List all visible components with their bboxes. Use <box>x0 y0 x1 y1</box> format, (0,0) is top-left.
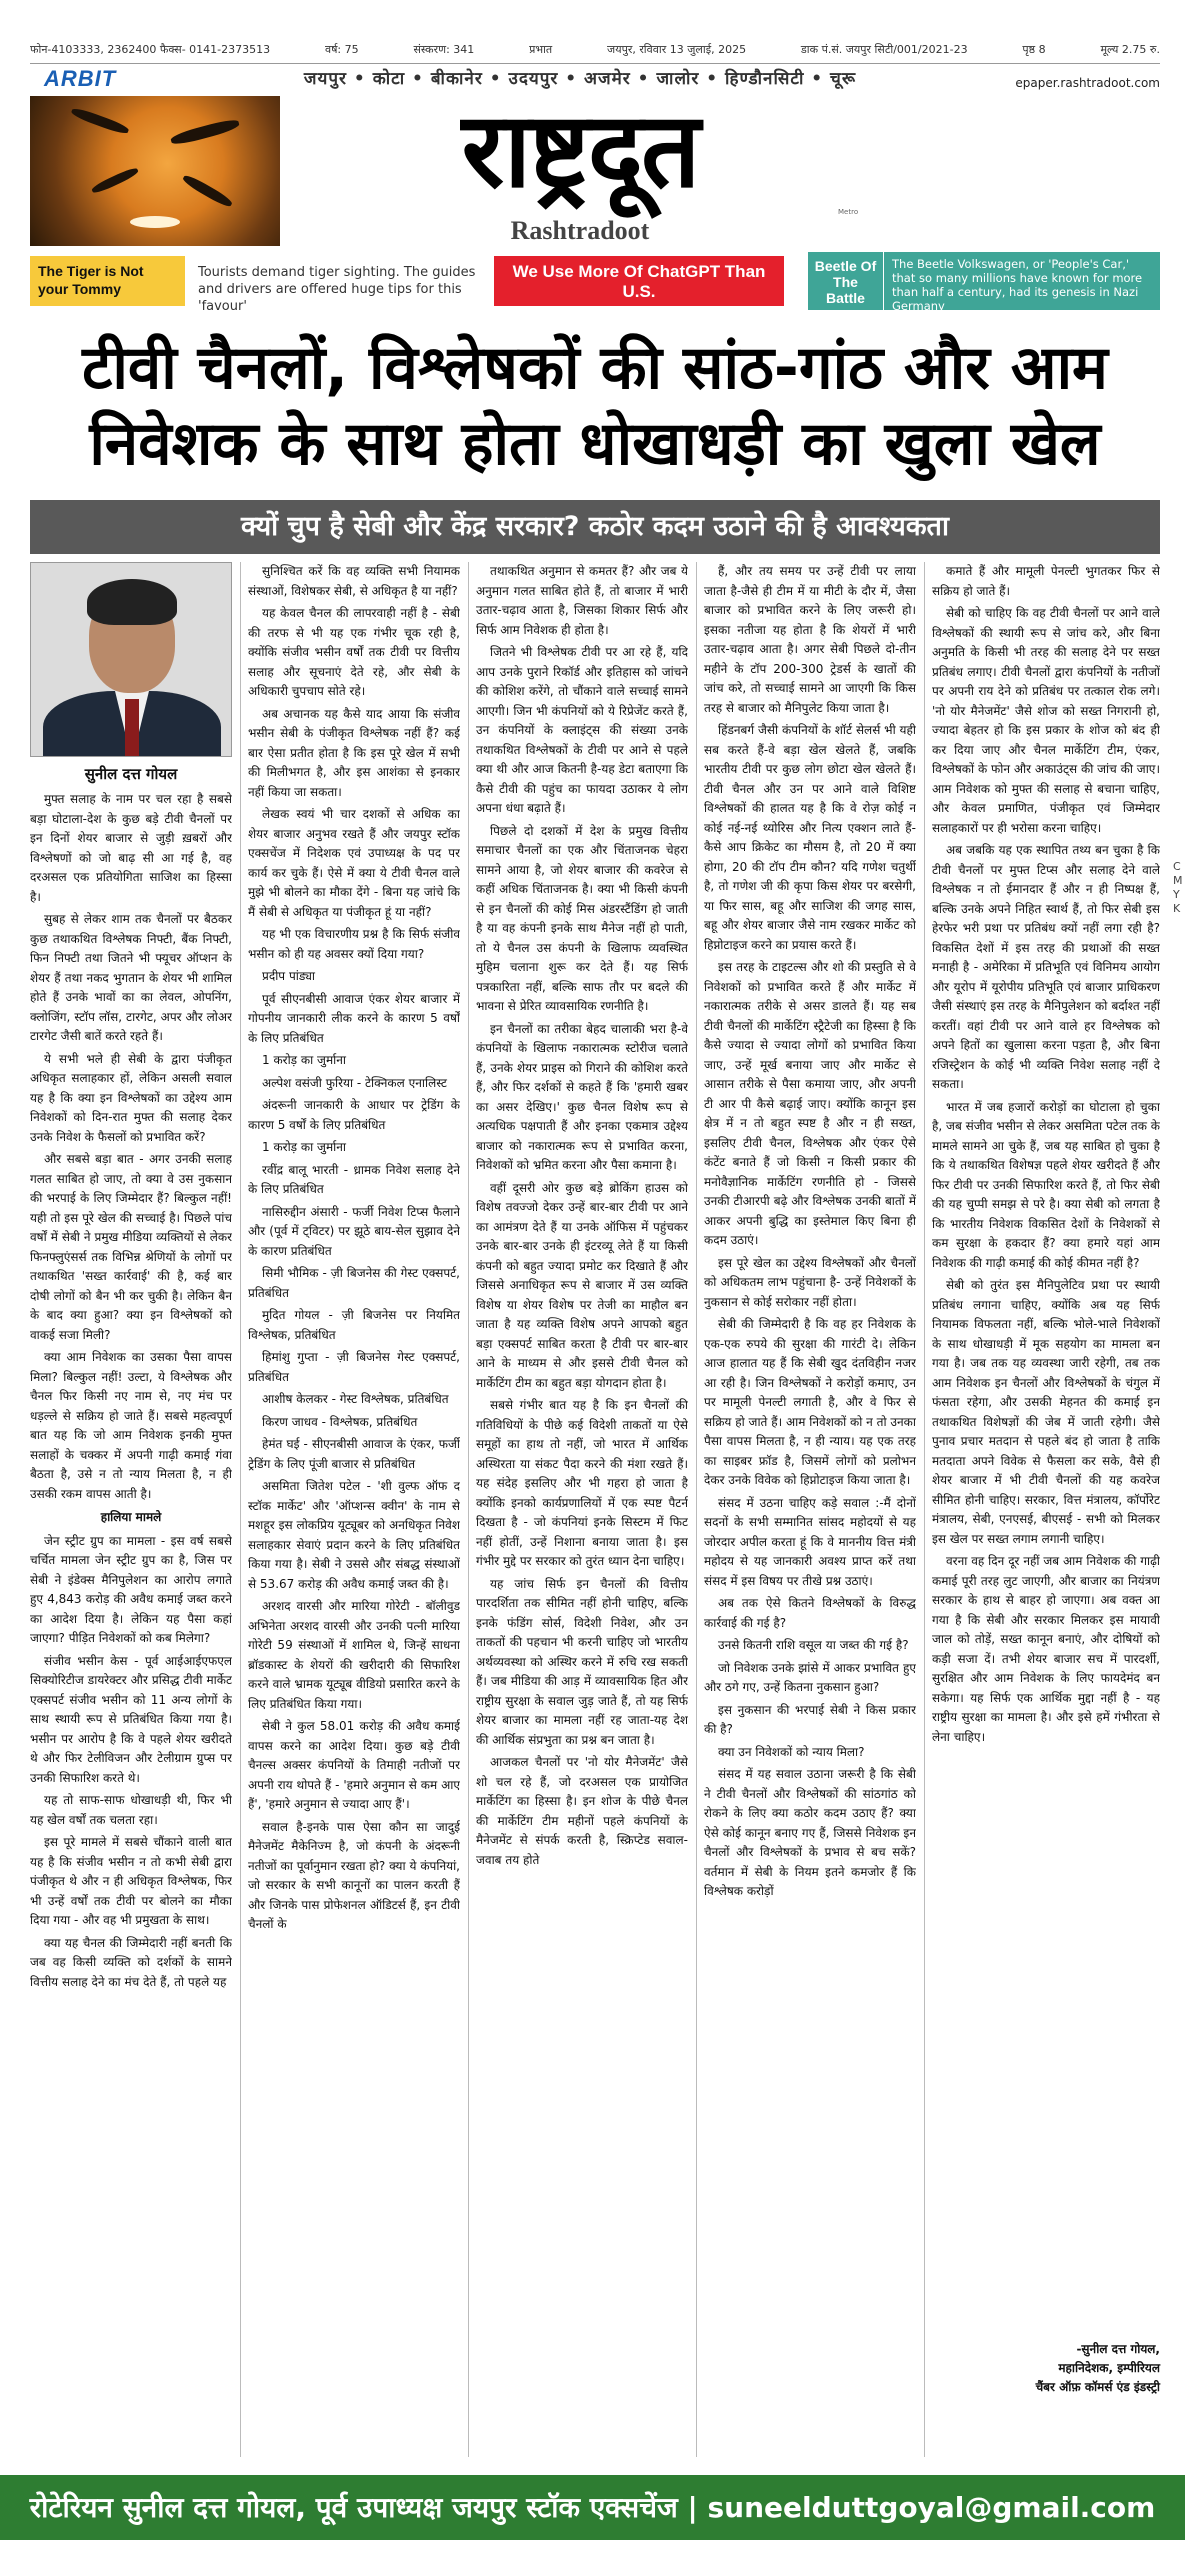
author-caption: सुनील दत्त गोयल <box>84 765 178 783</box>
article-paragraph: अब जबकि यह एक स्थापित तथ्य बन चुका है कि टीवी चैनलों पर मुफ्त टिप्स और सलाह देने वाले विश्लेषक न तो ईमानदार हैं और न ही निष्पक्ष हैं, बल्कि उनके अपने निहित स्वार्थ हैं, तो फिर सेबी इस हेरफेर भरी प्रथा पर प्रतिबंध क्यों नहीं लगा रही है? विकसित देशों में इस तरह की प्रथाओं की सख्त मनाही है - अमेरिका में प्रतिभूति एवं विनिमय आयोग और यूरोप में यूरोपीय प्रतिभूति एवं बाजार प्राधिकरण जैसी संस्थाएं इस तरह के मैनिपुलेशन को बर्दाश्त नहीं करतीं। वहां टीवी पर आने वाले हर विश्लेषक को अपने हितों का खुलासा करना पड़ता है, और बिना रजिस्ट्रेशन के कोई भी व्यक्ति निवेश सलाह नहीं दे सकता। <box>932 843 1160 1091</box>
article-paragraph: हिंडनबर्ग जैसी कंपनियों के शॉर्ट सेलर्स भी यही सब करते हैं-वे बड़ा खेल खेलते हैं, जबकि भारतीय टीवी पर कुछ लोग छोटा खेल खेलते हैं। टीवी चैनल और उन पर आने वाले विशिष्ट विश्लेषकों की हालत यह है कि वे रोज़ कोई न कोई नई-नई थ्योरिस और नित्य एक्शन लाते हैं-कैसे आप क्रिकेट का मौसम है, तो 20 में क्या होगा, 20 की टॉप टीम कौन? यदि गणेश चतुर्थी है, तो गणेश जी की कृपा किस शेयर पर बरसेगी, या फिर सास, बहू और साजिश की जगह सास, बहू और शेयर बाजार जैसे नाम रखकर मार्केट को हिप्नोटाइज करने का प्रयास करते हैं। <box>704 723 916 952</box>
article-paragraph: नासिरुद्दीन अंसारी - फर्जी निवेश टिप्स फैलाने और (पूर्व में ट्विटर) पर झूठे बाय-सेल सुझाव देने के कारण प्रतिबंधित <box>248 1204 460 1258</box>
article-paragraph: सेबी को चाहिए कि वह टीवी चैनलों पर आने वाले विश्लेषकों की स्थायी रूप से जांच करे, और बिना अनुमति के किसी भी तरह की सलाह देने पर सख्त प्रतिबंध लगाए। टीवी चैनलों द्वारा कंपनियों के नतीजों पर अपनी राय देने को प्रतिबंध पर तत्काल रोक लगे। 'नो योर मैनेजमेंट' जैसे शोज को सख्त निगरानी हो, ज्यादा बेहतर हो कि इस प्रकार के शोज को बंद ही कर दिया जाए और चैनल मार्केटिंग टीम, एंकर, विश्लेषकों के फोन और अकाउंट्स की जांच की जाए। आम निवेशक को मुफ्त की सलाह से बचाना चाहिए, और केवल प्रमाणित, पंजीकृत एवं जिम्मेदार सलाहकारों पर ही भरोसा करना चाहिए। <box>932 606 1160 835</box>
article-paragraph: सवाल है-इनके पास ऐसा कौन सा जादुई मैनेजमेंट मैकेनिज्म है, जो कंपनी के अंदरूनी नतीजों का पूर्वानुमान रखता हो? क्या ये कंपनियां, जो सरकार के सभी कानूनों का पालन करती हैं और जिनके पास प्रोफेशनल ऑडिटर्स हैं, इन टीवी चैनलों के <box>248 1819 460 1931</box>
epaper-link[interactable]: epaper.rashtradoot.com <box>1015 76 1160 90</box>
article-paragraph: इस पूरे मामले में सबसे चौंकाने वाली बात यह है कि संजीव भसीन न तो कभी सेबी द्वारा पंजीकृत थे और न ही अधिकृत विश्लेषक, फिर भी उन्हें वर्षों तक टीवी पर बोलने का मौका दिया गया - और वह भी प्रमुखता के साथ। <box>30 1835 232 1927</box>
article-paragraph: वहीं दूसरी ओर कुछ बड़े ब्रोकिंग हाउस को विशेष तवज्जो देकर उन्हें बार-बार टीवी पर आने का आमंत्रण देते हैं या उनके ऑफिस में पहुंचकर उनके बार-बार उनके ही इंटरव्यू लेते हैं या किसी कंपनी को बहुत ज्यादा प्रमोट कर दिखाते हैं और जिससे अनाधिकृत रूप से बाजार में उस व्यक्ति विशेष या शेयर विशेष पर तेजी का माहौल बन जाता है यह व्यक्ति विशेष अपने आपको बहुत बड़ा एक्सपर्ट साबित करता है टीवी पर बार-बार आने के माध्यम से और इससे टीवी चैनल को मार्केटिंग टीम का बहुत बड़ा योगदान होता है। <box>476 1180 688 1390</box>
article-paragraph: हालिया मामले <box>100 1510 162 1524</box>
issue-info: संस्करण: 341 <box>413 43 475 56</box>
reg-info: डाक पं.सं. जयपुर सिटी/001/2021-23 <box>800 43 968 56</box>
author-signature <box>970 2340 1160 2397</box>
article-paragraph: प्रदीप पांड्या <box>262 969 316 983</box>
article-paragraph: यह भी एक विचारणीय प्रश्न है कि सिर्फ संजीव भसीन को ही यह अवसर क्यों दिया गया? <box>248 927 460 961</box>
article-paragraph: जेन स्ट्रीट ग्रुप का मामला - इस वर्ष सबसे चर्चित मामला जेन स्ट्रीट ग्रुप का है, जिस पर सेबी ने इंडेक्स मैनिपुलेशन का आरोप लगाते हुए 4,843 करोड़ की अवैध कमाई जब्त करने का आदेश दिया है। लेकिन यह पैसा कहां जाएगा? पीड़ित निवेशकों को कब मिलेगा? <box>30 1533 232 1645</box>
article-paragraph: कमाते हैं और मामूली पेनल्टी भुगतकर फिर से सक्रिय हो जाते हैं। <box>932 564 1160 598</box>
article-paragraph: इन चैनलों का तरीका बेहद चालाकी भरा है-वे कंपनियों के खिलाफ नकारात्मक स्टोरीज चलाते हैं, उनके शेयर प्राइस को गिराने की कोशिश करते हैं, और फिर दर्शकों से कहते हैं कि 'हमारी खबर का असर देखिए।' कुछ चैनल विशेष रूप से अत्यधिक पक्षपाती हैं और इनका एकमात्र उद्देश्य बाजार को नकारात्मक रूप से प्रभावित करना, निवेशकों को भ्रमित करना और पैसा कमाना है। <box>476 1021 688 1172</box>
newspaper-title-latin: Rashtradoot <box>510 216 650 245</box>
article-paragraph: यह जांच सिर्फ इन चैनलों की वित्तीय पारदर्शिता तक सीमित नहीं होनी चाहिए, बल्कि इनके फंडिंग सोर्स, विदेशी निवेश, और उन ताकतों की पहचान भी करनी चाहिए जो भारतीय अर्थव्यवस्था को अस्थिर करने में रुचि रख सकती हैं। जब मीडिया की आड़ में व्यावसायिक हित और राष्ट्रीय सुरक्षा के सवाल जुड़ जाते हैं, तो यह सिर्फ शेयर बाजार का मामला नहीं रह जाता-यह देश की आर्थिक संप्रभुता का प्रश्न बन जाता है। <box>476 1576 688 1747</box>
article-paragraph: आजकल चैनलों पर 'नो योर मैनेजमेंट' जैसे शो चल रहे हैं, जो दरअसल एक प्रायोजित मार्केटिंग का हिस्सा है। इन शोज के पीछे चैनल की मार्केटिंग टीम महीनों पहले कंपनियों के मैनेजमेंट से संपर्क करती है, स्क्रिप्टेड सवाल-जवाब तय होते <box>476 1755 688 1867</box>
author-photo <box>30 562 232 757</box>
article-paragraph: लेखक स्वयं भी चार दशकों से अधिक का शेयर बाजार अनुभव रखते हैं और जयपुर स्टॉक एक्सचेंज में निदेशक एवं उपाध्यक्ष के पद पर कार्य कर चुके हैं। ऐसे में क्या ये टीवी चैनल वाले मुझे भी बोलने का मौका देंगे - बिना यह जांचे कि मैं सेबी से अधिकृत या पंजीकृत हूं या नहीं? <box>248 807 460 919</box>
edition-info: प्रभात <box>529 43 553 56</box>
article-column-4 <box>704 562 916 2457</box>
year-info: वर्ष: 75 <box>324 43 359 56</box>
headline-line-2: निवेशक के साथ होता धोखाधड़ी का खुला खेल <box>89 409 1101 479</box>
pages-info: पृष्ठ 8 <box>1022 43 1046 56</box>
article-paragraph: संसद में यह सवाल उठाना जरूरी है कि सेबी ने टीवी चैनलों और विश्लेषकों की सांठगांठ को रोकने के लिए क्या कठोर कदम उठाए हैं? क्या ऐसे कोई कानून बनाए गए हैं, जिससे निवेशक इन चैनलों और विश्लेषकों के प्रभाव से बच सकें? वर्तमान में सेबी के नियम इतने कमजोर हैं कि विश्लेषक करोड़ों <box>704 1767 916 1898</box>
article-paragraph: मुदित गोयल - ज़ी बिजनेस पर नियमित विश्लेषक, प्रतिबंधित <box>248 1308 460 1342</box>
date-info: जयपुर, रविवार 13 जुलाई, 2025 <box>607 43 747 56</box>
article-paragraph: 1 करोड़ का जुर्माना <box>262 1053 347 1067</box>
metro-label: Metro <box>838 208 859 216</box>
beetle-heading: Beetle Of The Battle <box>808 252 884 310</box>
article-paragraph: वरना वह दिन दूर नहीं जब आम निवेशक की गाढ़ी कमाई पूरी तरह लुट जाएगी, और बाजार का नियंत्रण सरकार के हाथ से बाहर हो जाएगा। अब वक्त आ गया है कि सेबी और सरकार मिलकर इस मायावी जाल को तोड़ें, सख्त कानून बनाएं, और दोषियों को कड़ी सजा दें। तभी शेयर बाजार सच में पारदर्शी, सुरक्षित और आम निवेशक के लिए फायदेमंद बन सकेगा। यह सिर्फ एक आर्थिक मुद्दा नहीं है - यह राष्ट्रीय सुरक्षा का मामला है। और इसे हमें गंभीरता से लेना चाहिए। <box>932 1554 1160 1744</box>
info-strip <box>30 42 1160 64</box>
article-paragraph: संजीव भसीन केस - पूर्व आईआईएफएल सिक्योरिटीज डायरेक्टर और प्रसिद्ध टीवी मार्केट एक्सपर्ट संजीव भसीन को 11 अन्य लोगों के साथ स्थायी रूप से प्रतिबंधित किया गया है। भसीन पर आरोप है कि वे पहले शेयर खरीदते थे और फिर टेलीविजन और टेलीग्राम ग्रुप्स पर उनकी सिफारिश करते थे। <box>30 1653 232 1785</box>
article-column-1 <box>30 790 232 2457</box>
article-paragraph: इस तरह के टाइटल्स और शो की प्रस्तुति से वे निवेशकों को प्रभावित करते हैं और मार्केट में नकारात्मक तरीके से असर डालते हैं। यह सब टीवी चैनलों की मार्केटिंग स्ट्रैटेजी का हिस्सा है कि कैसे ज्यादा से ज्यादा लोगों को प्रभावित किया जाए, उन्हें मूर्ख बनाया जाए और मार्केट से आसान तरीके से पैसा कमाया जाए, और अपनी टी आर पी कैसे बढ़ाई जाए। क्योंकि कानून इस क्षेत्र में न तो बहुत स्पष्ट है और न ही सख्त, इसलिए टीवी चैनल, विश्लेषक और एंकर ऐसे कंटेंट बनाते हैं जो किसी न किसी प्रकार की मनोवैज्ञानिक मार्केटिंग रणनीति हो - जिससे उनकी टीआरपी बढ़े और विश्लेषक उनकी बातों में आकर अपनी बुद्धि का इस्तेमाल किए बिना ही कदम उठाएं। <box>704 960 916 1247</box>
article-column-3 <box>476 562 688 2457</box>
signature-name: -सुनील दत्त गोयल, <box>1076 2342 1160 2356</box>
sub-headline: क्यों चुप है सेबी और केंद्र सरकार? कठोर कदम उठाने की है आवश्यकता <box>30 500 1160 554</box>
article-paragraph: क्या उन निवेशकों को न्याय मिला? <box>718 1744 865 1759</box>
article-paragraph: अल्पेश वसंजी फुरिया - टेक्निकल एनालिस्ट <box>262 1075 447 1090</box>
article-paragraph: यह तो साफ-साफ धोखाधड़ी थी, फिर भी यह खेल वर्षों तक चलता रहा। <box>30 1793 232 1827</box>
article-paragraph: हेमंत घई - सीएनबीसी आवाज के एंकर, फर्जी ट्रेडिंग के लिए पूंजी बाजार से प्रतिबंधित <box>248 1437 460 1471</box>
article-paragraph: रवींद्र बालू भारती - ध्रामक निवेश सलाह देने के लिए प्रतिबंधित <box>248 1162 460 1196</box>
article-paragraph: असमिता जितेश पटेल - 'शी वुल्फ ऑफ द स्टॉक मार्केट' और 'ऑप्शन्स क्वीन' के नाम से मशहूर इस लोकप्रिय यूट्यूबर को अनधिकृत निवेश सलाहकार सेवाएं प्रदान करने के लिए प्रतिबंधित किया गया है। सेबी ने उससे और संबद्ध संस्थाओं से 53.67 करोड़ की अवैध कमाई जब्त की है। <box>248 1479 460 1591</box>
article-paragraph: संसद में उठना चाहिए कड़े सवाल :-मैं दोनों सदनों के सभी सम्मानित सांसद महोदयों से यह जोरदार अपील करता हूं कि वे माननीय वित्त मंत्री महोदय से यह जानकारी अवश्य प्राप्त करें तथा संसद में इस विषय पर तीखे प्रश्न उठाएं। <box>704 1495 916 1588</box>
edition-cities: जयपुर • कोटा • बीकानेर • उदयपुर • अजमेर • जालोर • हिण्डौनसिटी • चूरू <box>303 69 857 89</box>
article-paragraph: जो निवेशक उनके झांसे में आकर प्रभावित हुए और ठगे गए, उन्हें कितना नुकसान हुआ? <box>704 1660 916 1694</box>
article-paragraph: तथाकथित अनुमान से कमतर हैं? और जब ये अनुमान गलत साबित होते हैं, तो बाजार में भारी उतार-चढ़ाव आता है, जिसका शिकार सिर्फ और सिर्फ आम निवेशक ही होता है। <box>476 564 688 637</box>
tiger-promo-text: Tourists demand tiger sighting. The guides and drivers are offered huge tips for this 'favour' <box>198 265 476 314</box>
article-paragraph: हिमांशु गुप्ता - ज़ी बिजनेस गेस्ट एक्सपर्ट, प्रतिबंधित <box>248 1350 460 1384</box>
article-paragraph: सुबह से लेकर शाम तक चैनलों पर बैठकर कुछ तथाकथित विश्लेषक निफ्टी, बैंक निफ्टी, फिन निफ्टी तथा जितने भी फ्यूचर ऑप्शन के शेयर हैं तथा नकद भुगतान के शेयर भी शामिल होते हैं उनके भावों का का लेवल, ओपनिंग, क्लोजिंग, स्टॉप लॉस, टारगेट, अपर और लोअर टारगेट जैसी बातें करते रहते हैं। <box>30 912 232 1043</box>
article-paragraph: पूर्व सीएनबीसी आवाज एंकर शेयर बाजार में गोपनीय जानकारी लीक करने के कारण 5 वर्षों के लिए प्रतिबंधित <box>248 991 460 1045</box>
article-paragraph: सेबी की जिम्मेदारी है कि वह हर निवेशक के एक-एक रुपये की सुरक्षा की गारंटी दे। लेकिन आज हालात यह हैं कि सेबी खुद दंतविहीन नजर आ रही है। जिन विश्लेषकों ने करोड़ों कमाए, उन पर मामूली पेनल्टी लगाती है, और वे फिर से सक्रिय हो जाते हैं। आम निवेशकों को न तो उनका पैसा वापस मिलता है, न ही न्याय। यह एक तरह का साइबर फ्रॉड है, जिसमें लोगों को प्रलोभन देकर उनके विवेक को हिप्नोटाइज किया जाता है। <box>704 1317 916 1487</box>
masthead <box>30 66 1160 314</box>
article-paragraph: आशीष केलकर - गेस्ट विश्लेषक, प्रतिबंधित <box>262 1392 449 1406</box>
print-registration-marks: C M Y K <box>1173 860 1183 915</box>
headline-line-1: टीवी चैनलों, विश्लेषकों की सांठ-गांठ और आम <box>82 333 1108 403</box>
article-paragraph: सुनिश्चित करें कि वह व्यक्ति सभी नियामक संस्थाओं, विशेषकर सेबी, से अधिकृत है या नहीं? <box>248 564 460 598</box>
article-column-5 <box>932 562 1160 2332</box>
article-paragraph: सेबी ने कुल 58.01 करोड़ की अवैध कमाई वापस करने का आदेश दिया। कुछ बड़े टीवी चैनल्स अक्सर कंपनियों के तिमाही नतीजों पर अपनी राय थोपते हैं - 'हमारे अनुमान से कम आए हैं', 'हमारे अनुमान से ज्यादा आए हैं'। <box>248 1719 460 1811</box>
article-paragraph: अरशद वारसी और मारिया गोरेटी - बॉलीवुड अभिनेता अरशद वारसी और उनकी पत्नी मारिया गोरेटी 59 संस्थाओं में शामिल थे, जिन्हें साधना ब्रॉडकास्ट के शेयरों की खरीदारी की सिफारिश करने वाले भ्रामक यूट्यूब वीडियो प्रसारित करने के लिए प्रतिबंधित किया गया। <box>248 1599 460 1711</box>
article-paragraph: सबसे गंभीर बात यह है कि इन चैनलों की गतिविधियों के पीछे कई विदेशी ताकतों या ऐसे समूहों का हाथ तो नहीं, जो भारत में आर्थिक अस्थिरता या संकट पैदा करने की मंशा रखते हैं। यह संदेह इसलिए और भी गहरा हो जाता है क्योंकि इनको कार्यप्रणालियों में एक स्पष्ट पैटर्न दिखता है - जो कंपनियां इनके सिस्टम में फिट नहीं होतीं, उन्हें निशाना बनाया जाता है। इस गंभीर मुद्दे पर सरकार को तुरंत ध्यान देना चाहिए। <box>476 1398 688 1568</box>
article-paragraph: इस पूरे खेल का उद्देश्य विश्लेषकों और चैनलों को अधिकतम लाभ पहुंचाना है- उन्हें निवेशकों के नुकसान से कोई सरोकार नहीं होता। <box>704 1255 916 1309</box>
article-paragraph: हैं, और तय समय पर उन्हें टीवी पर लाया जाता है-जैसे ही टीम में या मीटी के दौर में, जैसा बाजार को प्रभावित करने के लिए जरूरी हो। इसका नतीजा यह होता है कि शेयरों में भारी उतार-चढ़ाव आता है। अगर सेबी पिछले दो-तीन महीने के टॉप 200-300 ट्रेडर्स के खातों की जांच करे, तो सच्चाई सामने आ जाएगी कि किस तरह से बाजार को मैनिपुलेट किया जाता है। <box>704 564 916 715</box>
article-paragraph: सिमी भौमिक - ज़ी बिजनेस की गेस्ट एक्सपर्ट, प्रतिबंधित <box>248 1266 460 1300</box>
tiger-tagline: The Tiger is Not your Tommy <box>30 256 185 306</box>
arbit-logo: ARBIT <box>44 66 117 91</box>
price-info: मूल्य 2.75 रु. <box>1100 43 1160 56</box>
article-paragraph: इस नुकसान की भरपाई सेबी ने किस प्रकार की है? <box>704 1702 916 1736</box>
article-paragraph: जितने भी विश्लेषक टीवी पर आ रहे हैं, यदि आप उनके पुराने रिकॉर्ड और इतिहास को जांचने की कोशिश करेंगे, तो चौंकाने वाले सच्चाई सामने आएगी। जिन भी कंपनियों को ये रिप्रेजेंट करते हैं, उन कंपनियों के क्लाइंट्स की संख्या उनके तथाकथित विश्लेषकों के टीवी पर आने से पहले क्या थी और आज कितनी है-यह डेटा बताएगा कि कैसे टीवी की पहुंच का फायदा उठाकर ये लोग अपना धंधा बढ़ाते हैं। <box>476 645 688 815</box>
article-paragraph: सेबी को तुरंत इस मैनिपुलेटिव प्रथा पर स्थायी प्रतिबंध लगाना चाहिए, क्योंकि अब यह सिर्फ नियामक विफलता नहीं, बल्कि भोले-भाले निवेशकों के साथ धोखाधड़ी में मूक सहयोग का मामला बन गया है। जब तक यह व्यवस्था जारी रहेगी, तब तक आम निवेशक इन चैनलों और विश्लेषकों के चंगुल में फंसता रहेगा, और उसकी मेहनत की कमाई इन तथाकथित विशेषज्ञों की जेब में जाती रहेगी। जैसे पुनाव प्रचार मतदान से पहले बंद हो जाता है ताकि मतदाता अपने विवेक से फैसला कर सके, वैसे ही शेयर बाजार में भी टीवी चैनलों की यह कवरेज सीमित होनी चाहिए। सरकार, वित्त मंत्रालय, कॉर्पोरेट मंत्रालय, सेबी, एनएसई, बीएसई - सभी को मिलकर इस खेल पर सख्त लगाम लगानी चाहिए। <box>932 1278 1160 1546</box>
newspaper-title: राष्ट्रदूत <box>461 89 699 211</box>
article-paragraph: उनसे कितनी राशि वसूल या जब्त की गई है? <box>718 1638 909 1652</box>
article-paragraph: यह केवल चैनल की लापरवाही नहीं है - सेबी की तरफ से भी यह एक गंभीर चूक रही है, क्योंकि संजीव भसीन वर्षों तक टीवी पर वित्तीय सलाह और सूचनाएं देते रहे, और सेबी के अधिकारी चुपचाप सोते रहे। <box>248 606 460 698</box>
tiger-image <box>30 96 280 246</box>
article-paragraph: पिछले दो दशकों में देश के प्रमुख वित्तीय समाचार चैनलों का एक और चिंताजनक चेहरा सामने आया है, जो शेयर बाजार की कवरेज से कहीं अधिक चिंताजनक है। क्या भी किसी कंपनी से इन चैनलों की कोई मिस अंडरस्टैंडिंग हो जाती है या वह कंपनी इनके साथ मैनेज नहीं हो पाती, तो ये चैनल उस कंपनी के खिलाफ व्यवस्थित मुहिम चलाना शुरू कर देते हैं। यह सिर्फ पत्रकारिता नहीं, बल्कि साफ तौर पर बदले की भावना से प्रेरित व्यावसायिक रणनीति है। <box>476 823 688 1013</box>
article-paragraph: अब अचानक यह कैसे याद आया कि संजीव भसीन सेबी के पंजीकृत विश्लेषक नहीं हैं? कई बार ऐसा प्रतीत होता है कि इस पूरे खेल में सभी की मिलीभगत है, और इस आशंका से इनकार नहीं किया जा सकता। <box>248 706 460 799</box>
chatgpt-promo[interactable]: We Use More Of ChatGPT Than U.S. <box>494 256 784 306</box>
article-paragraph: 1 करोड़ का जुर्माना <box>262 1140 347 1154</box>
article-paragraph: अब तक ऐसे कितने विश्लेषकों के विरुद्ध कार्रवाई की गई है? <box>704 1596 916 1630</box>
article-paragraph: किरण जाधव - विश्लेषक, प्रतिबंधित <box>262 1414 418 1429</box>
footer-banner: रोटेरियन सुनील दत्त गोयल, पूर्व उपाध्यक्ष जयपुर स्टॉक एक्सचेंज | suneelduttgoyal@gmail.com <box>0 2475 1185 2540</box>
article-paragraph: भारत में जब हजारों करोड़ों का घोटाला हो चुका है, जब संजीव भसीन से लेकर असमिता पटेल तक के मामले सामने आ चुके हैं, जब यह साबित हो चुका है कि ये तथाकथित विशेषज्ञ पहले शेयर खरीदते हैं और फिर टीवी पर उनकी सिफारिश करते हैं, तो फिर सेबी की यह चुप्पी समझ से परे है। क्या सेबी को लगता है कि भारतीय निवेशक विकसित देशों के निवेशकों से कम सुरक्षा के हकदार हैं? क्या हमारे यहां आम निवेशक की गाढ़ी कमाई की कोई कीमत नहीं है? <box>932 1099 1160 1270</box>
beetle-text: The Beetle Volkswagen, or 'People's Car,' that so many millions have known for more than half a century, had its genesis in Nazi Germany <box>892 257 1143 313</box>
article-paragraph: क्या आम निवेशक का उसका पैसा वापस मिला? बिल्कुल नहीं! उल्टा, ये विश्लेषक और चैनल फिर किसी नए नाम से, नए मंच पर धड़ल्ले से सक्रिय हो जाते हैं। सबसे महत्वपूर्ण बात यह कि जो आम निवेशक इनकी मुफ्त सलाहों के चक्कर में अपनी गाढ़ी कमाई गंवा बैठता है, उसे न तो न्याय मिलता है, न ही उसकी रकम वापस आती है। <box>30 1350 232 1501</box>
main-headline <box>30 330 1160 482</box>
article-paragraph: मुफ्त सलाह के नाम पर चल रहा है सबसे बड़ा घोटाला-देश के कुछ बड़े टीवी चैनलों पर इन दिनों शेयर बाजार से जुड़ी ख़बरों और विश्लेषणों को जो बाढ़ सी आ गई है, वह दरअसल एक प्रतियोगिता साजिश का हिस्सा है। <box>30 792 232 904</box>
article-paragraph: और सबसे बड़ा बात - अगर उनकी सलाह गलत साबित हो जाए, तो क्या वे उस नुकसान की भरपाई के लिए जिम्मेदार हैं? बिल्कुल नहीं! यही तो इस पूरे खेल की सच्चाई है। पिछले पांच वर्षों में सेबी ने प्रमुख मीडिया व्यक्तियों से लेकर फिनफ्लुएंसर्स तक विभिन्न श्रेणियों के लोगों पर तथाकथित 'सख्त कार्रवाई' की है, कई बार दोषी लोगों को बैन भी कर चुकी है। लेकिन बैन के बाद क्या हुआ? क्या इन विश्लेषकों को वाकई सजा मिली? <box>30 1152 232 1342</box>
signature-title-2: चैंबर ऑफ़ कॉमर्स एंड इंडस्ट्री <box>1035 2380 1160 2394</box>
signature-title-1: महानिदेशक, इम्पीरियल <box>1058 2361 1160 2375</box>
article-body <box>30 562 1160 2457</box>
article-paragraph: ये सभी भले ही सेबी के द्वारा पंजीकृत अधिकृत सलाहकार हों, लेकिन असली सवाल यह है कि क्या इन विश्लेषकों का उद्देश्य आम निवेशकों को दिन-रात मुफ्त की सलाह देकर उनके निवेश के फैसलों को प्रभावित करें? <box>30 1051 232 1144</box>
article-paragraph: क्या यह चैनल की जिम्मेदारी नहीं बनती कि जब वह किसी व्यक्ति को दर्शकों के सामने वित्तीय सलाह देने का मंच देते हैं, तो पहले यह <box>30 1935 232 1989</box>
article-paragraph: अंदरूनी जानकारी के आधार पर ट्रेडिंग के कारण 5 वर्षों के लिए प्रतिबंधित <box>248 1098 460 1132</box>
phone-info: फोन-4103333, 2362400 फैक्स- 0141-2373513 <box>30 43 271 56</box>
article-column-2 <box>248 562 460 2457</box>
beetle-promo[interactable] <box>808 252 1160 313</box>
